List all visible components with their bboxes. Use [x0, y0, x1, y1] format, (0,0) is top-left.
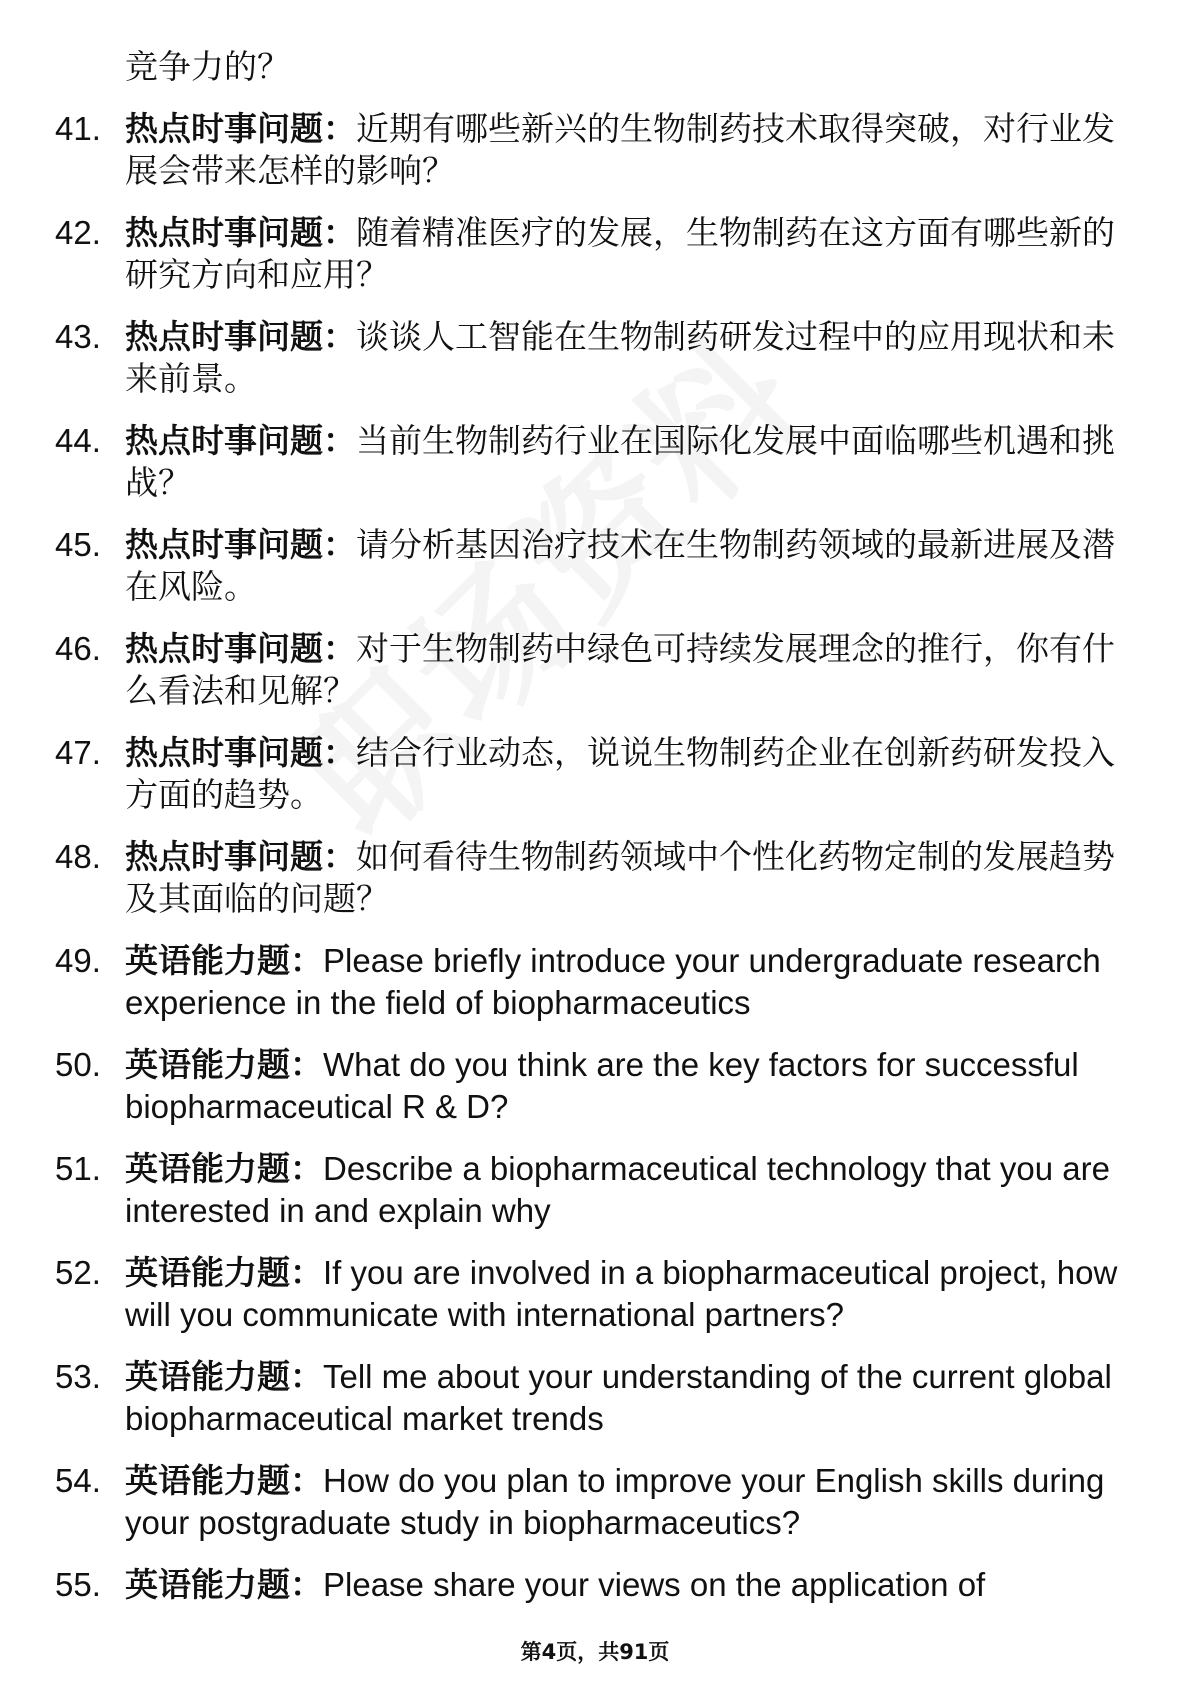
item-label: 热点时事问题： — [125, 837, 356, 876]
list-item — [55, 836, 1125, 920]
item-body: 随着精准医疗的发展，生物制药在这方面有哪些新的研究方向和应用？ — [125, 213, 1115, 294]
item-number: 53. — [55, 1358, 101, 1395]
item-label: 热点时事问题： — [125, 525, 356, 564]
page-footer: 第4页，共91页 — [520, 1640, 670, 1664]
item-number: 43. — [55, 318, 101, 355]
list-item — [55, 1460, 1125, 1544]
item-number: 47. — [55, 734, 101, 771]
list-item — [55, 1252, 1125, 1336]
item-number: 54. — [55, 1462, 101, 1499]
item-label: 热点时事问题： — [125, 213, 356, 252]
list-item — [55, 1564, 1125, 1606]
item-label: 英语能力题： — [125, 1357, 323, 1396]
item-label: 热点时事问题： — [125, 421, 356, 460]
item-number: 48. — [55, 838, 101, 875]
item-text — [125, 1252, 1125, 1336]
item-text — [125, 420, 1125, 504]
item-body: What do you think are the key factors for successful biopharmaceutical R & D? — [125, 1046, 1079, 1125]
item-number: 50. — [55, 1046, 101, 1083]
item-label: 英语能力题： — [125, 1045, 323, 1084]
item-text — [125, 1460, 1125, 1544]
item-number: 51. — [55, 1150, 101, 1187]
list-item — [55, 628, 1125, 712]
item-number: 45. — [55, 526, 101, 563]
item-label: 英语能力题： — [125, 941, 323, 980]
item-body: Describe a biopharmaceutical technology that you are interested in and explain why — [125, 1150, 1110, 1229]
item-body: 对于生物制药中绿色可持续发展理念的推行，你有什么看法和见解？ — [125, 629, 1115, 710]
item-body: 当前生物制药行业在国际化发展中面临哪些机遇和挑战？ — [125, 421, 1115, 502]
item-number: 44. — [55, 422, 101, 459]
list-item — [55, 1044, 1125, 1128]
item-label: 热点时事问题： — [125, 733, 356, 772]
item-body: 谈谈人工智能在生物制药研发过程中的应用现状和未来前景。 — [125, 317, 1115, 398]
list-item — [55, 524, 1125, 608]
item-label: 热点时事问题： — [125, 109, 356, 148]
item-label: 英语能力题： — [125, 1149, 323, 1188]
item-text — [125, 1044, 1125, 1128]
item-label: 热点时事问题： — [125, 629, 356, 668]
item-text — [125, 524, 1125, 608]
item-body: 近期有哪些新兴的生物制药技术取得突破，对行业发展会带来怎样的影响？ — [125, 109, 1115, 190]
item-text — [125, 836, 1125, 920]
list-item — [55, 108, 1125, 192]
item-body: How do you plan to improve your English skills during your postgraduate study in biopharmaceutics? — [125, 1462, 1105, 1541]
item-number: 41. — [55, 110, 101, 147]
item-text — [125, 212, 1125, 296]
list-item — [55, 316, 1125, 400]
list-item — [55, 732, 1125, 816]
item-number: 49. — [55, 942, 101, 979]
item-text — [125, 108, 1125, 192]
item-body: Tell me about your understanding of the current global biopharmaceutical market trends — [125, 1358, 1112, 1437]
list-item — [55, 940, 1125, 1024]
list-item — [55, 212, 1125, 296]
item-body: Please briefly introduce your undergraduate research experience in the field of biopharmaceutics — [125, 942, 1101, 1021]
question-list — [55, 46, 1125, 1626]
item-number: 52. — [55, 1254, 101, 1291]
item-text — [125, 732, 1125, 816]
item-label: 英语能力题： — [125, 1565, 323, 1604]
item-body: Please share your views on the application of — [323, 1566, 986, 1603]
item-body: 如何看待生物制药领域中个性化药物定制的发展趋势及其面临的问题？ — [125, 837, 1115, 918]
list-item — [55, 1148, 1125, 1232]
item-number: 42. — [55, 214, 101, 251]
item-label: 英语能力题： — [125, 1461, 323, 1500]
item-text — [125, 940, 1125, 1024]
continued-text: 竞争力的？ — [125, 47, 290, 86]
item-body: 请分析基因治疗技术在生物制药领域的最新进展及潜在风险。 — [125, 525, 1115, 606]
item-body: If you are involved in a biopharmaceutical project, how will you communicate with international partners? — [125, 1254, 1118, 1333]
list-item — [55, 1356, 1125, 1440]
item-label: 热点时事问题： — [125, 317, 356, 356]
item-text — [125, 1148, 1125, 1232]
item-body: 结合行业动态，说说生物制药企业在创新药研发投入方面的趋势。 — [125, 733, 1115, 814]
item-label: 英语能力题： — [125, 1253, 323, 1292]
item-number: 55. — [55, 1566, 101, 1603]
item-text — [125, 1564, 1125, 1606]
item-text — [125, 316, 1125, 400]
list-item — [55, 420, 1125, 504]
item-text — [125, 628, 1125, 712]
item-number: 46. — [55, 630, 101, 667]
item-text — [125, 1356, 1125, 1440]
